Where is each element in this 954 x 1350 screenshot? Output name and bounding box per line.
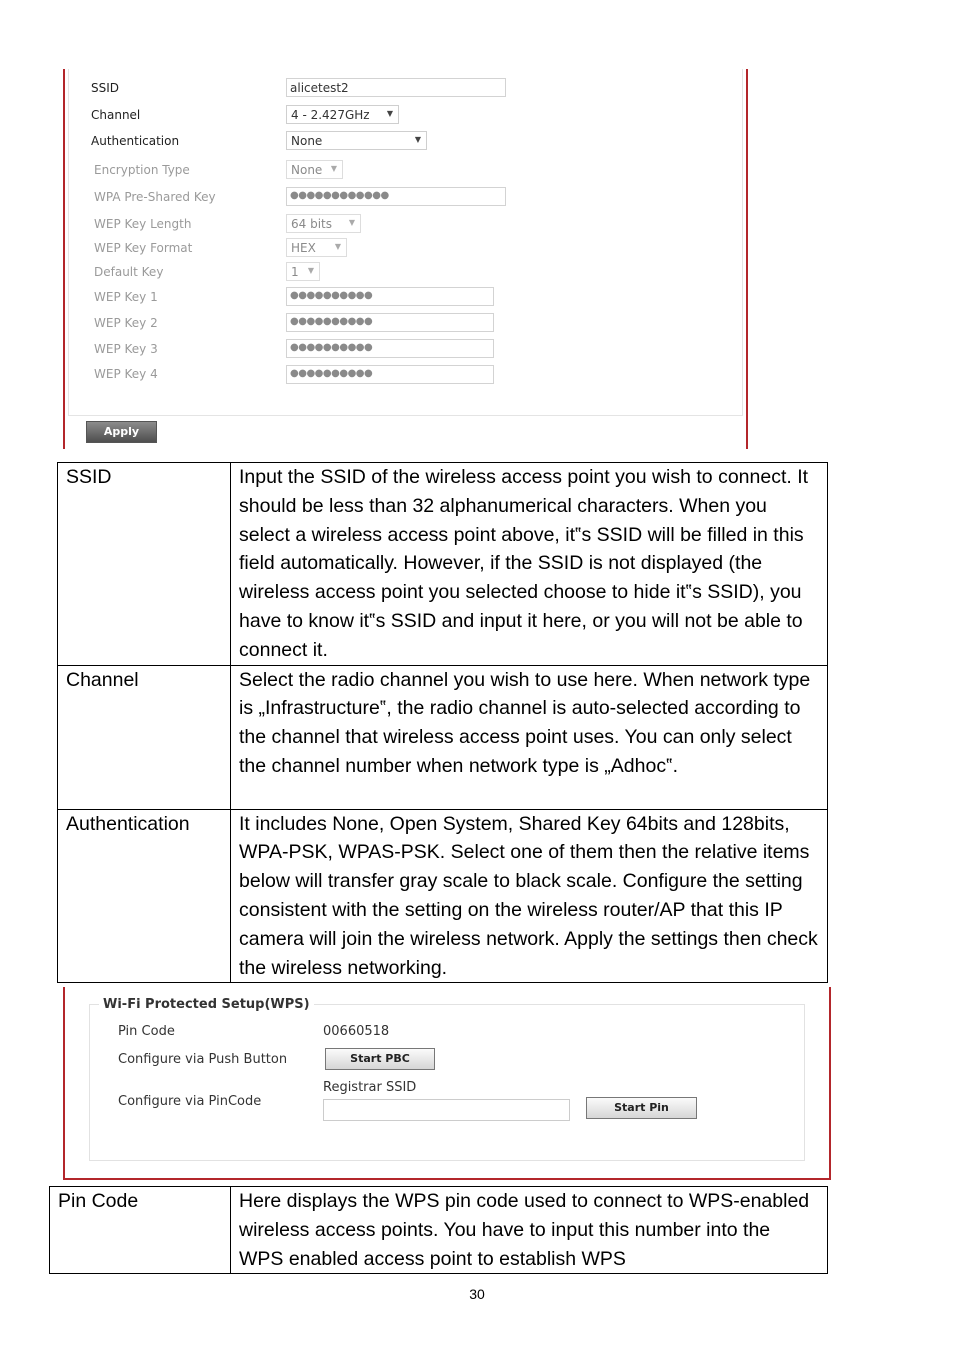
wps-title: Wi-Fi Protected Setup(WPS)	[99, 997, 314, 1012]
wep-key-1-label: WEP Key 1	[94, 290, 158, 304]
wep-key-length-label: WEP Key Length	[94, 217, 192, 231]
wpa-psk-label: WPA Pre-Shared Key	[94, 190, 216, 204]
wep-key-length-select[interactable]	[286, 214, 361, 233]
default-key-select[interactable]	[286, 262, 320, 281]
description-cell: Here displays the WPS pin code used to connect to WPS-enabled wireless access points. You have to input this number into the WPS enabled access point to establish WPS	[231, 1187, 828, 1274]
start-pbc-button[interactable]: Start PBC	[325, 1048, 435, 1070]
page-number: 30	[469, 1286, 485, 1302]
encryption-type-select[interactable]	[286, 160, 343, 179]
term-cell: Authentication	[58, 809, 231, 983]
registrar-ssid-label: Registrar SSID	[323, 1080, 417, 1095]
description-cell: It includes None, Open System, Shared Key 64bits and 128bits, WPA-PSK, WPAS-PSK. Select one of them then the relative items below will transfer gray scale to black scale. Configure the setting consistent with the setting on the wireless router/AP that this IP camera will join the wireless network. Apply the settings then check the wireless networking.	[231, 809, 828, 983]
wep-key-4-label: WEP Key 4	[94, 367, 158, 381]
push-button-label: Configure via Push Button	[118, 1052, 288, 1067]
channel-select-value: 4 - 2.427GHz	[291, 108, 370, 122]
table-row	[58, 463, 828, 666]
term-cell: Channel	[58, 665, 231, 809]
default-key-label: Default Key	[94, 265, 164, 279]
table-row	[58, 809, 828, 983]
encryption-type-value: None	[291, 163, 323, 177]
chevron-down-icon: ▼	[334, 242, 341, 251]
wep-key-format-label: WEP Key Format	[94, 241, 193, 255]
wps-description-table	[49, 1186, 828, 1274]
default-key-value: 1	[291, 265, 299, 279]
apply-button[interactable]: Apply	[86, 421, 157, 443]
chevron-down-icon: ▼	[307, 266, 314, 275]
wep-key-format-value: HEX	[291, 241, 316, 255]
authentication-label: Authentication	[91, 134, 180, 148]
pin-code-label: Pin Code	[118, 1024, 175, 1039]
chevron-down-icon: ▼	[330, 164, 337, 173]
ssid-input[interactable]: alicetest2	[286, 78, 506, 97]
term-cell: Pin Code	[50, 1187, 231, 1274]
channel-select[interactable]	[286, 105, 399, 124]
screenshot-border-right	[746, 69, 748, 449]
settings-description-table	[57, 462, 828, 983]
table-row	[50, 1187, 828, 1274]
term-cell: SSID	[58, 463, 231, 666]
wep-key-length-value: 64 bits	[291, 217, 332, 231]
encryption-type-label: Encryption Type	[94, 163, 190, 177]
wep-key-3-input[interactable]: ●●●●●●●●●●	[286, 339, 494, 358]
chevron-down-icon: ▼	[386, 109, 393, 118]
wep-key-3-label: WEP Key 3	[94, 342, 158, 356]
wep-key-4-input[interactable]: ●●●●●●●●●●	[286, 365, 494, 384]
authentication-select-value: None	[291, 134, 323, 148]
wep-key-2-label: WEP Key 2	[94, 316, 158, 330]
ssid-label: SSID	[91, 81, 120, 95]
description-cell: Input the SSID of the wireless access point you wish to connect. It should be less than 32 alphanumerical characters. When you select a wireless access point above, it‟s SSID will be filled in this field automatically. However, if the SSID is not displayed (the wireless access point you selected choose to hide it‟s SSID), you have to know it‟s SSID and input it here, or you will not be able to connect it.	[231, 463, 828, 666]
wpa-psk-input[interactable]: ●●●●●●●●●●●●	[286, 187, 506, 206]
screenshot-border-left	[63, 69, 65, 449]
wep-key-format-select[interactable]	[286, 238, 347, 257]
pincode-label: Configure via PinCode	[118, 1094, 262, 1109]
description-cell: Select the radio channel you wish to use here. When network type is „Infrastructure‟, the radio channel is auto-selected according to the channel that wireless access point uses. You can only select the channel number when network type is „Adhoc‟.	[231, 665, 828, 809]
chevron-down-icon: ▼	[414, 135, 421, 144]
pin-code-value: 00660518	[323, 1024, 390, 1039]
authentication-select[interactable]	[286, 131, 427, 150]
start-pin-button[interactable]: Start Pin	[586, 1097, 697, 1119]
channel-label: Channel	[91, 108, 141, 122]
wps-group-box	[89, 1004, 805, 1161]
wep-key-2-input[interactable]: ●●●●●●●●●●	[286, 313, 494, 332]
wep-key-1-input[interactable]: ●●●●●●●●●●	[286, 287, 494, 306]
table-row	[58, 665, 828, 809]
chevron-down-icon: ▼	[348, 218, 355, 227]
registrar-ssid-input[interactable]	[323, 1099, 570, 1121]
